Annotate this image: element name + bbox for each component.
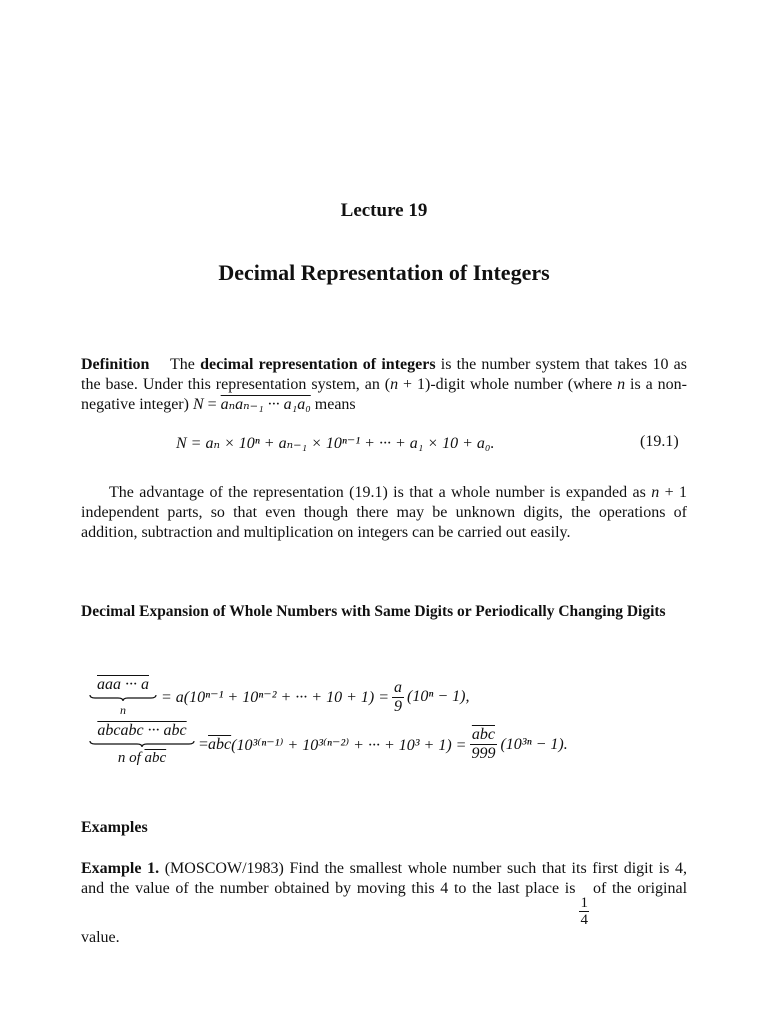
- expansion-text: = a(10ⁿ⁻¹ + 10ⁿ⁻² + ··· + 10 + 1) =: [161, 689, 389, 706]
- fraction: [469, 726, 497, 763]
- definition-text-4: is a non-negative integer): [81, 376, 688, 413]
- fraction-denominator: 4: [580, 912, 588, 928]
- underbrace-group: [89, 676, 157, 718]
- underbrace-icon: [89, 694, 157, 702]
- fraction-numerator: a: [394, 678, 402, 696]
- lecture-number: Lecture 19: [340, 200, 428, 221]
- repeated-digits: aaa ··· a: [97, 676, 149, 693]
- example-1-label: Example 1.: [81, 860, 160, 877]
- fraction-denominator: 9: [394, 697, 402, 715]
- var-n: n: [651, 484, 660, 501]
- underbrace-group: [89, 722, 195, 767]
- equals-sign: =: [203, 396, 221, 413]
- definition-text-3: + 1)-digit whole number (where: [398, 376, 618, 393]
- fraction-numerator: 1: [580, 895, 588, 911]
- block-abc: $\overline{abc}$: [208, 735, 232, 753]
- advantage-paragraph: [81, 483, 687, 543]
- repeated-block: abcabc ··· abc: [97, 722, 187, 739]
- example-1-text: (MOSCOW/1983) Find the smallest whole number such that its first digit is 4, and the value of the number obtained by moving this 4 to the last place is: [81, 860, 687, 897]
- var-n: n: [390, 376, 399, 393]
- examples-heading: Examples: [81, 819, 148, 836]
- underbrace-icon: [89, 740, 195, 748]
- definition-text-2: is the number system that takes 10 as the base. Under this representation system, an (: [81, 356, 687, 393]
- expansion-text: (10³⁽ⁿ⁻¹⁾ + 10³⁽ⁿ⁻²⁾ + ··· + 10³ + 1) =: [231, 736, 467, 754]
- fraction: [579, 895, 589, 928]
- example-1-text-end: of the original value.: [81, 880, 688, 946]
- digit-string: aₙaₙ₋₁ ··· a₁a₀: [220, 396, 311, 413]
- var-N: N: [192, 396, 204, 413]
- definition-heading: Definition: [81, 356, 150, 373]
- fraction: [392, 679, 404, 716]
- formula-periodic-digits: [89, 722, 568, 767]
- fraction-denominator: 999: [471, 745, 496, 762]
- underbrace-label: n of $\overline{abc}$: [117, 750, 167, 766]
- advantage-text-2: + 1 independent parts, so that even though there may be unknown digits, the operations of addition, subtraction and multiplication on integers can be carried out easily.: [81, 484, 687, 541]
- equation-19-1: N = aₙ × 10ⁿ + aₙ₋₁ × 10ⁿ⁻¹ + ··· + a₁ × 10 + a₀.: [176, 435, 495, 452]
- definition-term: decimal representation of integers: [200, 356, 436, 373]
- section-heading: Decimal Expansion of Whole Numbers with Same Digits or Periodically Changing Digits: [81, 603, 666, 620]
- var-n: n: [617, 376, 626, 393]
- definition-text-1: The: [170, 356, 201, 373]
- definition-paragraph: [81, 355, 687, 415]
- equation-number: (19.1): [640, 433, 679, 450]
- advantage-text-1: The advantage of the representation (19.1) is that a whole number is expanded as: [109, 484, 652, 501]
- lecture-title: Decimal Representation of Integers: [218, 260, 550, 285]
- expansion-tail: (10³ⁿ − 1).: [500, 735, 568, 753]
- example-1: [81, 859, 687, 948]
- formula-same-digits: [89, 676, 470, 718]
- fraction-numerator: $\overline{abc}$: [471, 726, 495, 743]
- expansion-tail: (10ⁿ − 1),: [407, 688, 470, 705]
- equals-sign: =: [199, 735, 209, 753]
- definition-text-5: means: [310, 396, 356, 413]
- underbrace-label: n: [120, 703, 126, 717]
